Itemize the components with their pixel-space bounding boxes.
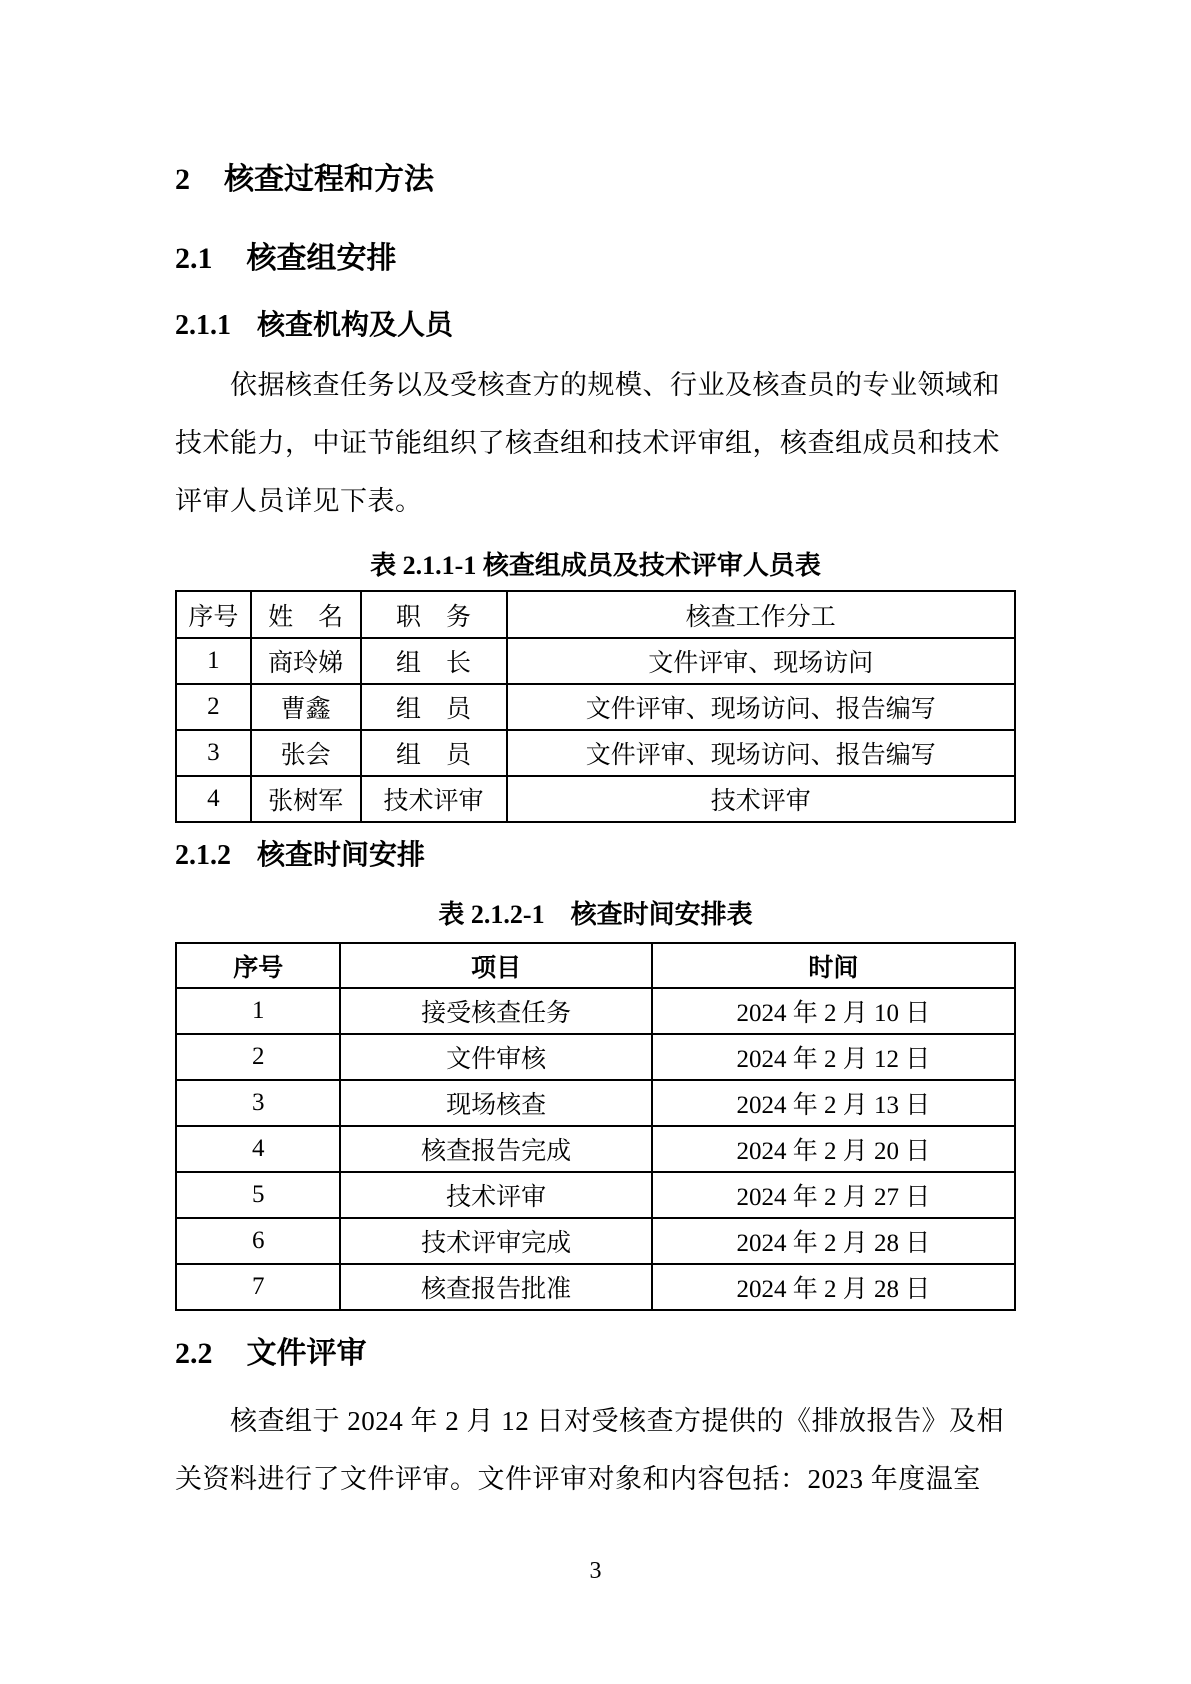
table-row [176, 1264, 1015, 1310]
section-number: 2.2 [175, 1337, 213, 1370]
cell-index: 5 [176, 1172, 340, 1218]
cell-index: 1 [176, 638, 251, 684]
cell-duty: 文件评审、现场访问、报告编写 [507, 730, 1015, 776]
section-number: 2.1.1 [175, 310, 231, 341]
schedule-table [175, 942, 1016, 1311]
table-caption-schedule: 表 2.1.2-1 核查时间安排表 [438, 900, 753, 929]
cell-index: 2 [176, 684, 251, 730]
cell-name: 商玲娣 [251, 638, 361, 684]
column-header: 姓 名 [251, 591, 361, 638]
cell-date: 2024 年 2 月 12 日 [652, 1034, 1015, 1080]
cell-item: 接受核查任务 [340, 988, 651, 1034]
cell-index: 6 [176, 1218, 340, 1264]
cell-index: 4 [176, 776, 251, 822]
section-number: 2.1 [175, 242, 213, 275]
table-row [176, 988, 1015, 1034]
cell-name: 张会 [251, 730, 361, 776]
column-header: 时间 [652, 943, 1015, 988]
section-heading-2-1-1 [175, 312, 1016, 340]
cell-name: 张树军 [251, 776, 361, 822]
cell-item: 文件审核 [340, 1034, 651, 1080]
column-header: 序号 [176, 943, 340, 988]
table-row [176, 1080, 1015, 1126]
cell-date: 2024 年 2 月 20 日 [652, 1126, 1015, 1172]
section-heading-2-1-2 [175, 842, 1016, 870]
cell-item: 技术评审完成 [340, 1218, 651, 1264]
cell-index: 2 [176, 1034, 340, 1080]
cell-index: 7 [176, 1264, 340, 1310]
paragraph-line: 关资料进行了文件评审。文件评审对象和内容包括：2023 年度温室 [175, 1464, 981, 1494]
cell-index: 4 [176, 1126, 340, 1172]
table-row [176, 1172, 1015, 1218]
table-header-row [176, 591, 1015, 638]
section-title: 核查机构及人员 [257, 310, 454, 341]
table-header-row [176, 943, 1015, 988]
cell-name: 曹鑫 [251, 684, 361, 730]
table-row [176, 776, 1015, 822]
cell-date: 2024 年 2 月 13 日 [652, 1080, 1015, 1126]
cell-item: 核查报告完成 [340, 1126, 651, 1172]
cell-date: 2024 年 2 月 27 日 [652, 1172, 1015, 1218]
table-row [176, 638, 1015, 684]
cell-duty: 文件评审、现场访问、报告编写 [507, 684, 1015, 730]
section-heading-2-1 [175, 244, 1016, 274]
cell-date: 2024 年 2 月 28 日 [652, 1264, 1015, 1310]
cell-duty: 技术评审 [507, 776, 1015, 822]
table-row [176, 684, 1015, 730]
table-row [176, 1034, 1015, 1080]
column-header: 职 务 [361, 591, 507, 638]
cell-date: 2024 年 2 月 28 日 [652, 1218, 1015, 1264]
cell-role: 组 长 [361, 638, 507, 684]
document-page [0, 165, 1191, 1684]
section-heading-2-2 [175, 1339, 1016, 1369]
section-title: 核查组安排 [246, 242, 397, 275]
cell-index: 3 [176, 1080, 340, 1126]
table-row [176, 1218, 1015, 1264]
page-number: 3 [589, 1558, 602, 1584]
table-caption-members: 表 2.1.1-1 核查组成员及技术评审人员表 [370, 551, 821, 580]
paragraph-doc-review [175, 1392, 1016, 1508]
column-header: 序号 [176, 591, 251, 638]
table-row [176, 730, 1015, 776]
section-heading-2 [175, 165, 1016, 195]
table-row [176, 1126, 1015, 1172]
cell-index: 3 [176, 730, 251, 776]
cell-role: 组 员 [361, 730, 507, 776]
cell-index: 1 [176, 988, 340, 1034]
cell-role: 组 员 [361, 684, 507, 730]
members-table [175, 590, 1016, 823]
paragraph-line: 依据核查任务以及受核查方的规模、行业及核查员的专业领域和 [175, 370, 1000, 400]
section-number: 2.1.2 [175, 840, 231, 871]
cell-item: 技术评审 [340, 1172, 651, 1218]
paragraph-line: 技术能力，中证节能组织了核查组和技术评审组，核查组成员和技术 [175, 428, 1000, 458]
cell-date: 2024 年 2 月 10 日 [652, 988, 1015, 1034]
section-number: 2 [175, 163, 190, 196]
cell-duty: 文件评审、现场访问 [507, 638, 1015, 684]
cell-item: 现场核查 [340, 1080, 651, 1126]
cell-role: 技术评审 [361, 776, 507, 822]
cell-item: 核查报告批准 [340, 1264, 651, 1310]
section-title: 核查时间安排 [257, 840, 426, 871]
paragraph-line: 核查组于 2024 年 2 月 12 日对受核查方提供的《排放报告》及相 [175, 1406, 1004, 1436]
paragraph-team-intro [175, 356, 1016, 530]
section-title: 文件评审 [246, 1337, 367, 1370]
paragraph-line: 评审人员详见下表。 [175, 486, 423, 516]
column-header: 核查工作分工 [507, 591, 1015, 638]
column-header: 项目 [340, 943, 651, 988]
section-title: 核查过程和方法 [224, 163, 434, 196]
